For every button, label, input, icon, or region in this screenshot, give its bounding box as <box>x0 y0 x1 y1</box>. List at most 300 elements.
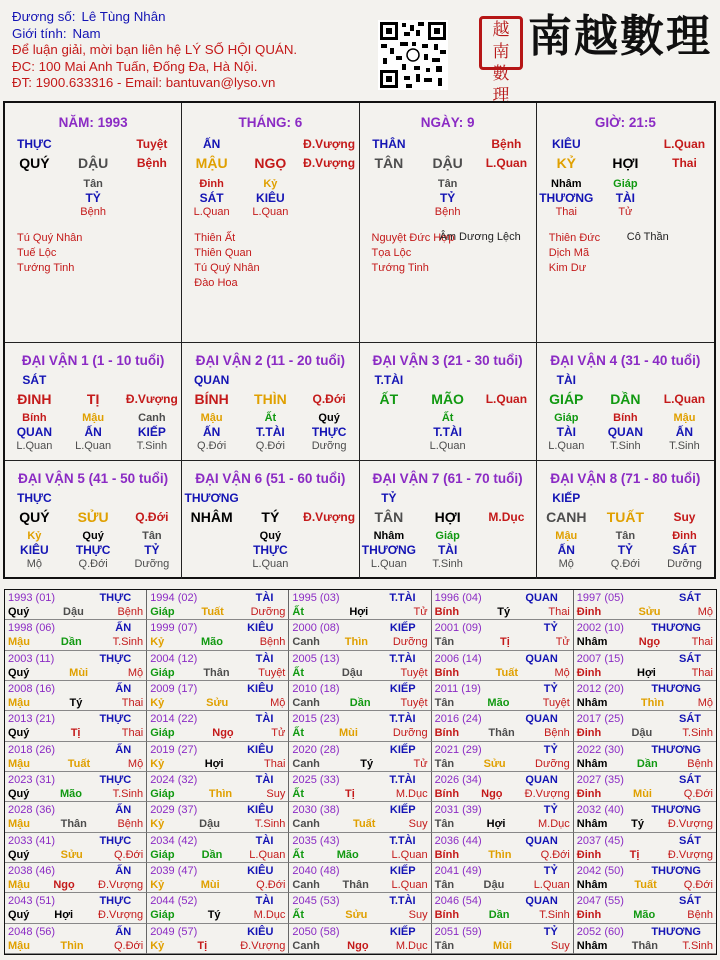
year-chi: Tị <box>70 727 81 740</box>
year-label: 2012 (20) <box>576 683 624 695</box>
dai-van-tang-ts: Q.Đới <box>610 558 640 570</box>
year-chi: Tý <box>207 909 221 922</box>
pillar-title: THÁNG: 6 <box>238 115 303 130</box>
year-chi: Ngọ <box>481 788 503 800</box>
year-truong-sinh: Q.Đới <box>683 788 713 800</box>
year-label: 1997 (05) <box>576 592 624 604</box>
year-thap-than: ẤN <box>115 683 132 695</box>
year-cell[interactable] <box>574 772 716 802</box>
year-can: Mậu <box>8 697 30 709</box>
year-truong-sinh: Bệnh <box>687 757 713 770</box>
year-cell[interactable] <box>432 711 574 741</box>
year-thap-than: T.TÀI <box>389 713 416 726</box>
year-cell[interactable] <box>5 742 147 772</box>
year-cell[interactable] <box>5 802 147 832</box>
year-label: 1999 (07) <box>150 622 198 635</box>
year-truong-sinh: T.Sinh <box>112 636 144 649</box>
year-chi: Hợi <box>204 757 224 770</box>
dai-van-truong-sinh: Đ.Vượng <box>303 510 356 524</box>
year-label: 2003 (11) <box>8 652 55 665</box>
year-thap-than: SÁT <box>678 774 701 786</box>
dai-van-can: ĐINH <box>17 391 52 407</box>
thap-than: KIÊU <box>551 137 581 151</box>
year-label: 1998 (06) <box>8 622 56 635</box>
year-cell[interactable] <box>289 893 431 923</box>
dai-van-tang-ts: Dưỡng <box>667 558 702 570</box>
tang-thap-than: TỶ <box>85 191 101 205</box>
year-cell[interactable] <box>432 742 574 772</box>
year-chi: Dậu <box>631 727 653 740</box>
pillar-cell <box>5 103 182 343</box>
dia-chi: DẬU <box>432 155 463 171</box>
year-truong-sinh: Q.Đới <box>113 848 144 861</box>
tang-can: Đinh <box>199 178 224 190</box>
year-can: Bính <box>434 666 460 679</box>
year-truong-sinh: Đ.Vượng <box>240 939 286 952</box>
dai-van-tang-can <box>182 529 241 543</box>
year-label: 2031 (39) <box>434 804 482 817</box>
year-thap-than: THƯƠNG <box>651 865 701 877</box>
year-truong-sinh: L.Quan <box>249 848 286 861</box>
year-cell[interactable] <box>574 893 716 923</box>
year-label: 2045 (53) <box>292 895 340 908</box>
year-thap-than: KIÊU <box>247 683 274 695</box>
year-cell[interactable] <box>147 620 289 650</box>
year-can: Mậu <box>8 939 30 952</box>
year-cell[interactable] <box>147 924 289 954</box>
dai-van-truong-sinh: Suy <box>673 510 696 524</box>
dai-van-cell <box>360 343 537 461</box>
than-sat-item: Tú Quý Nhân <box>17 232 83 244</box>
dai-van-cell <box>5 343 182 461</box>
pillar-title: GIỜ: 21:5 <box>594 115 656 130</box>
year-can: Nhâm <box>576 939 608 952</box>
year-can: Kỷ <box>150 939 165 952</box>
year-chi: Ngọ <box>347 939 369 952</box>
year-truong-sinh: Tử <box>413 606 428 618</box>
year-label: 2008 (16) <box>8 683 56 695</box>
year-cell[interactable] <box>289 742 431 772</box>
year-cell[interactable] <box>289 620 431 650</box>
year-label: 2022 (30) <box>576 743 624 756</box>
dai-van-tang-ts: T.Sinh <box>610 440 641 452</box>
year-thap-than: TÀI <box>255 774 274 786</box>
year-truong-sinh: Đ.Vượng <box>98 879 144 891</box>
year-label: 2009 (17) <box>150 683 198 695</box>
year-truong-sinh: Tuyệt <box>400 666 428 679</box>
year-cell[interactable] <box>432 772 574 802</box>
year-thap-than: KIẾP <box>389 683 416 695</box>
year-truong-sinh: Q.Đới <box>540 848 570 861</box>
year-can: Mậu <box>8 757 30 770</box>
address-line: ĐC: 100 Mai Anh Tuấn, Đống Đa, Hà Nội. <box>12 58 258 74</box>
dai-van-tang-thap: TÀI <box>437 543 458 557</box>
dai-van-tang-thap <box>360 425 419 439</box>
year-cell[interactable] <box>289 924 431 954</box>
year-thap-than: KIÊU <box>247 743 274 756</box>
year-can: Giáp <box>150 666 175 679</box>
year-cell[interactable] <box>289 590 431 620</box>
year-can: Quý <box>8 788 30 800</box>
year-truong-sinh: Suy <box>408 909 428 922</box>
year-cell[interactable] <box>574 681 716 711</box>
year-cell[interactable] <box>5 620 147 650</box>
year-can: Ất <box>292 788 304 800</box>
year-label: 2041 (49) <box>434 865 482 877</box>
year-label: 2006 (14) <box>434 652 482 665</box>
year-chi: Thân <box>203 666 230 679</box>
dai-van-thap-than: KIẾP <box>552 491 581 505</box>
dai-van-tang-ts: Dưỡng <box>134 558 170 570</box>
year-label: 2038 (46) <box>8 865 56 877</box>
year-cell[interactable] <box>147 742 289 772</box>
year-cell[interactable] <box>5 863 147 893</box>
year-cell[interactable] <box>147 651 289 681</box>
year-can: Ất <box>292 727 304 740</box>
year-cell[interactable] <box>5 590 147 620</box>
tang-thap-than: TÀI <box>615 191 636 205</box>
year-can: Tân <box>434 818 455 831</box>
year-truong-sinh: Đ.Vượng <box>667 848 713 861</box>
year-cell[interactable] <box>432 893 574 923</box>
dai-van-tang-ts: Q.Đới <box>197 440 227 452</box>
year-truong-sinh: L.Quan <box>533 879 570 891</box>
seal-stamp <box>479 16 523 106</box>
year-cell[interactable] <box>432 833 574 863</box>
dai-van-tang-ts <box>477 439 536 453</box>
year-truong-sinh: Mộ <box>697 697 713 709</box>
year-can: Quý <box>8 727 30 740</box>
tang-truong-sinh <box>655 205 714 219</box>
year-cell[interactable] <box>147 802 289 832</box>
dai-van-tang-ts: T.Sinh <box>669 440 700 452</box>
dai-van-tang-thap: TỶ <box>617 543 634 557</box>
year-truong-sinh: Thai <box>691 666 713 679</box>
year-cell[interactable] <box>289 651 431 681</box>
year-cell[interactable] <box>289 802 431 832</box>
year-truong-sinh: T.Sinh <box>539 909 570 922</box>
dai-van-chi: SỬU <box>77 509 109 525</box>
year-cell[interactable] <box>574 863 716 893</box>
year-truong-sinh: T.Sinh <box>682 939 713 952</box>
year-label: 2005 (13) <box>292 652 340 665</box>
year-chi: Thìn <box>344 636 368 649</box>
year-label: 2030 (38) <box>292 804 340 817</box>
year-truong-sinh: Tử <box>555 636 570 649</box>
pillar-cell <box>537 103 714 343</box>
dai-van-title: ĐẠI VẬN 6 (51 - 60 tuổi) <box>195 471 346 486</box>
dai-van-thap-than: SÁT <box>22 373 47 387</box>
year-cell[interactable] <box>432 620 574 650</box>
than-sat-list <box>549 231 600 276</box>
dai-van-tang-can: Giáp <box>554 412 579 424</box>
year-can: Quý <box>8 848 30 861</box>
year-cell[interactable] <box>432 863 574 893</box>
year-cell[interactable] <box>574 924 716 954</box>
year-cell[interactable] <box>147 681 289 711</box>
year-thap-than: KIÊU <box>247 622 274 635</box>
year-can: Đinh <box>576 848 602 861</box>
year-chi: Dần <box>349 697 371 709</box>
year-can: Tân <box>434 636 455 649</box>
dai-van-can: NHÂM <box>190 509 233 525</box>
year-chi: Mão <box>336 848 359 861</box>
tang-thap-than <box>300 191 359 205</box>
dai-van-tang-can: Bính <box>22 412 47 424</box>
year-chi: Tị <box>629 848 640 861</box>
year-can: Bính <box>434 606 460 618</box>
year-cell[interactable] <box>289 772 431 802</box>
dai-van-chi: TỊ <box>86 391 100 407</box>
year-truong-sinh: Bệnh <box>117 606 144 618</box>
year-can: Giáp <box>150 727 175 740</box>
dai-van-tang-can: Quý <box>318 412 340 424</box>
year-label: 2015 (23) <box>292 713 340 726</box>
year-cell[interactable] <box>289 833 431 863</box>
year-cell[interactable] <box>147 711 289 741</box>
year-truong-sinh: Dưỡng <box>392 727 428 740</box>
tang-thap-than: TỶ <box>439 191 456 205</box>
year-label: 2023 (31) <box>8 774 56 786</box>
dai-van-thap-than: TỶ <box>381 491 397 505</box>
dai-van-tang-thap: QUAN <box>16 425 53 439</box>
year-chi: Thân <box>488 727 515 740</box>
year-cell[interactable] <box>574 742 716 772</box>
year-thap-than: ẤN <box>115 804 132 817</box>
tang-truong-sinh <box>123 205 182 219</box>
dai-van-tang-ts <box>300 557 359 571</box>
dai-van-cell <box>360 461 537 579</box>
year-thap-than: QUAN <box>525 895 558 908</box>
year-cell[interactable] <box>574 590 716 620</box>
year-cell[interactable] <box>574 802 716 832</box>
year-thap-than: THƯƠNG <box>651 683 701 695</box>
year-can: Ất <box>292 909 304 922</box>
year-chi: Thìn <box>640 697 665 709</box>
year-thap-than: QUAN <box>525 592 558 604</box>
year-thap-than: TÀI <box>255 834 274 847</box>
dai-van-tang-can: Kỷ <box>27 530 42 542</box>
dai-van-tang-thap: T.TÀI <box>256 425 285 439</box>
year-label: 2028 (36) <box>8 804 56 817</box>
year-can: Giáp <box>150 788 175 800</box>
year-truong-sinh: Bệnh <box>544 727 570 740</box>
year-thap-than: ẤN <box>115 865 132 877</box>
year-label: 1996 (04) <box>434 592 482 604</box>
year-truong-sinh: Thai <box>121 727 144 740</box>
tang-can <box>5 177 64 191</box>
dai-van-tang-can: Mậu <box>673 412 696 424</box>
dai-van-title: ĐẠI VẬN 3 (21 - 30 tuổi) <box>372 353 523 368</box>
year-cell[interactable] <box>5 924 147 954</box>
year-chi: Mão <box>633 909 656 922</box>
year-truong-sinh: M.Dục <box>395 939 428 952</box>
year-cell[interactable] <box>574 620 716 650</box>
dai-van-tang-can: Canh <box>138 412 166 424</box>
tang-can <box>123 177 182 191</box>
dia-chi: HỢI <box>612 155 639 171</box>
year-label: 2029 (37) <box>150 804 198 817</box>
than-sat-item: Kim Dư <box>548 262 587 274</box>
year-thap-than: TỶ <box>543 622 558 635</box>
year-thap-than: TÀI <box>255 652 274 665</box>
year-label: 2021 (29) <box>434 743 482 756</box>
year-cell[interactable] <box>432 681 574 711</box>
thien-can: MẬU <box>195 155 228 171</box>
year-truong-sinh: Đ.Vượng <box>98 909 144 922</box>
year-label: 2032 (40) <box>576 804 624 817</box>
year-truong-sinh: Tử <box>271 727 286 740</box>
year-cell[interactable] <box>5 681 147 711</box>
dai-van-tang-thap: ẤN <box>557 543 575 557</box>
year-truong-sinh: Q.Đới <box>113 939 144 952</box>
year-thap-than: THỰC <box>99 895 132 908</box>
year-cell[interactable] <box>432 651 574 681</box>
dai-van-tang-ts: L.Quan <box>75 440 112 452</box>
year-chi: Tuất <box>634 879 657 891</box>
year-can: Tân <box>434 939 455 952</box>
than-sat-item: Tú Quý Nhân <box>194 262 260 274</box>
year-thap-than: T.TÀI <box>389 834 416 847</box>
pillar-title: NGÀY: 9 <box>420 115 475 130</box>
year-truong-sinh: T.Sinh <box>254 818 286 831</box>
year-truong-sinh: Q.Đới <box>256 879 286 891</box>
year-thap-than: TÀI <box>255 592 274 604</box>
year-thap-than: THỰC <box>99 834 132 847</box>
year-chi: Dậu <box>199 818 220 831</box>
year-cell[interactable] <box>574 833 716 863</box>
year-cell[interactable] <box>574 651 716 681</box>
year-truong-sinh: Mộ <box>697 606 713 618</box>
dai-van-tang-thap: SÁT <box>672 543 697 557</box>
year-chi: Sửu <box>345 909 368 922</box>
year-cell[interactable] <box>147 772 289 802</box>
year-chi: Ngọ <box>638 636 661 649</box>
thap-than: THỰC <box>17 137 52 151</box>
year-cell[interactable] <box>289 863 431 893</box>
header-info <box>12 9 372 92</box>
dai-van-tang-ts: L.Quan <box>429 440 466 452</box>
gender-value: Nam <box>72 25 101 41</box>
year-cell[interactable] <box>5 772 147 802</box>
year-cell[interactable] <box>432 924 574 954</box>
year-truong-sinh: Mộ <box>554 666 570 679</box>
year-chi: Tuất <box>201 606 224 618</box>
dai-van-tang-thap: THỰC <box>253 543 288 557</box>
year-cell[interactable] <box>289 681 431 711</box>
dai-van-tang-thap <box>477 425 536 439</box>
year-cell[interactable] <box>147 833 289 863</box>
than-sat-note: Cô Thần <box>626 231 669 243</box>
than-sat-list <box>194 231 259 291</box>
year-thap-than: T.TÀI <box>389 774 416 786</box>
dai-van-tang-can: Mậu <box>555 530 578 542</box>
year-cell[interactable] <box>5 711 147 741</box>
qr-code[interactable] <box>378 20 448 90</box>
year-label: 2035 (43) <box>292 834 340 847</box>
dai-van-tang-ts: Dưỡng <box>311 440 347 452</box>
year-truong-sinh: M.Dục <box>395 788 428 800</box>
year-thap-than: TÀI <box>255 895 274 908</box>
dai-van-cell <box>5 461 182 579</box>
year-label: 2040 (48) <box>292 865 340 877</box>
year-label: 1993 (01) <box>8 592 56 604</box>
year-label: 2039 (47) <box>150 865 198 877</box>
year-can: Giáp <box>150 606 175 618</box>
year-can: Kỷ <box>150 697 165 709</box>
year-can: Nhâm <box>576 879 608 891</box>
truong-sinh: Bệnh <box>491 137 522 151</box>
dai-van-tang-can: Giáp <box>435 530 460 542</box>
year-truong-sinh: Suy <box>408 818 428 831</box>
logo-calligraphy: 南越數理 <box>528 11 712 62</box>
year-can: Tân <box>434 697 455 709</box>
year-chi: Mão <box>60 788 82 800</box>
year-can: Kỷ <box>150 879 165 891</box>
year-truong-sinh: Bệnh <box>687 909 713 922</box>
year-truong-sinh: Thai <box>691 636 713 649</box>
dai-van-can: CANH <box>546 509 587 525</box>
dai-van-thap-than: TÀI <box>556 373 576 387</box>
year-chi: Thìn <box>60 939 84 952</box>
tang-thap-than <box>5 191 64 205</box>
year-cell[interactable] <box>147 863 289 893</box>
than-sat-item: Nguyệt Đức Hợp <box>371 232 455 244</box>
year-cell[interactable] <box>574 711 716 741</box>
year-truong-sinh: Đ.Vượng <box>667 818 713 831</box>
dai-van-tang-thap: ẤN <box>675 425 694 439</box>
year-thap-than: TỶ <box>543 804 558 817</box>
tang-can: Kỷ <box>263 178 278 190</box>
year-label: 2042 (50) <box>576 865 624 877</box>
dai-van-truong-sinh: L.Quan <box>663 392 706 406</box>
year-cell[interactable] <box>432 802 574 832</box>
year-label: 2044 (52) <box>150 895 198 908</box>
year-truong-sinh: L.Quan <box>391 879 428 891</box>
pillar-cell <box>182 103 359 343</box>
phone-email-line: ĐT: 1900.633316 - Email: bantuvan@lyso.vn <box>12 75 276 90</box>
tang-truong-sinh <box>5 205 64 219</box>
year-truong-sinh: Thai <box>121 697 144 709</box>
owner-label: Đương số: <box>12 9 76 24</box>
tang-can: Tân <box>437 178 458 190</box>
year-chi: Hợi <box>486 818 506 831</box>
tang-thap-than <box>360 191 419 205</box>
tang-thap-than <box>655 191 714 205</box>
year-cell[interactable] <box>147 590 289 620</box>
year-cell[interactable] <box>5 651 147 681</box>
year-truong-sinh: Suy <box>266 788 286 800</box>
year-label: 2018 (26) <box>8 743 56 756</box>
year-thap-than: QUAN <box>525 713 558 726</box>
thap-than: THÂN <box>372 137 406 151</box>
year-thap-than: KIÊU <box>247 804 274 817</box>
year-cell[interactable] <box>5 893 147 923</box>
year-thap-than: TỶ <box>543 683 558 695</box>
year-truong-sinh: Đ.Vượng <box>524 788 570 800</box>
year-cell[interactable] <box>289 711 431 741</box>
year-cell[interactable] <box>147 893 289 923</box>
thien-can: QUÝ <box>19 155 50 171</box>
gender-line <box>12 26 372 43</box>
year-cell[interactable] <box>5 833 147 863</box>
year-thap-than: TỶ <box>543 865 558 877</box>
year-chi: Mùi <box>633 788 652 800</box>
tang-can <box>477 177 536 191</box>
year-cell[interactable] <box>432 590 574 620</box>
dai-van-chi: TÝ <box>261 509 280 525</box>
year-can: Quý <box>8 909 30 922</box>
